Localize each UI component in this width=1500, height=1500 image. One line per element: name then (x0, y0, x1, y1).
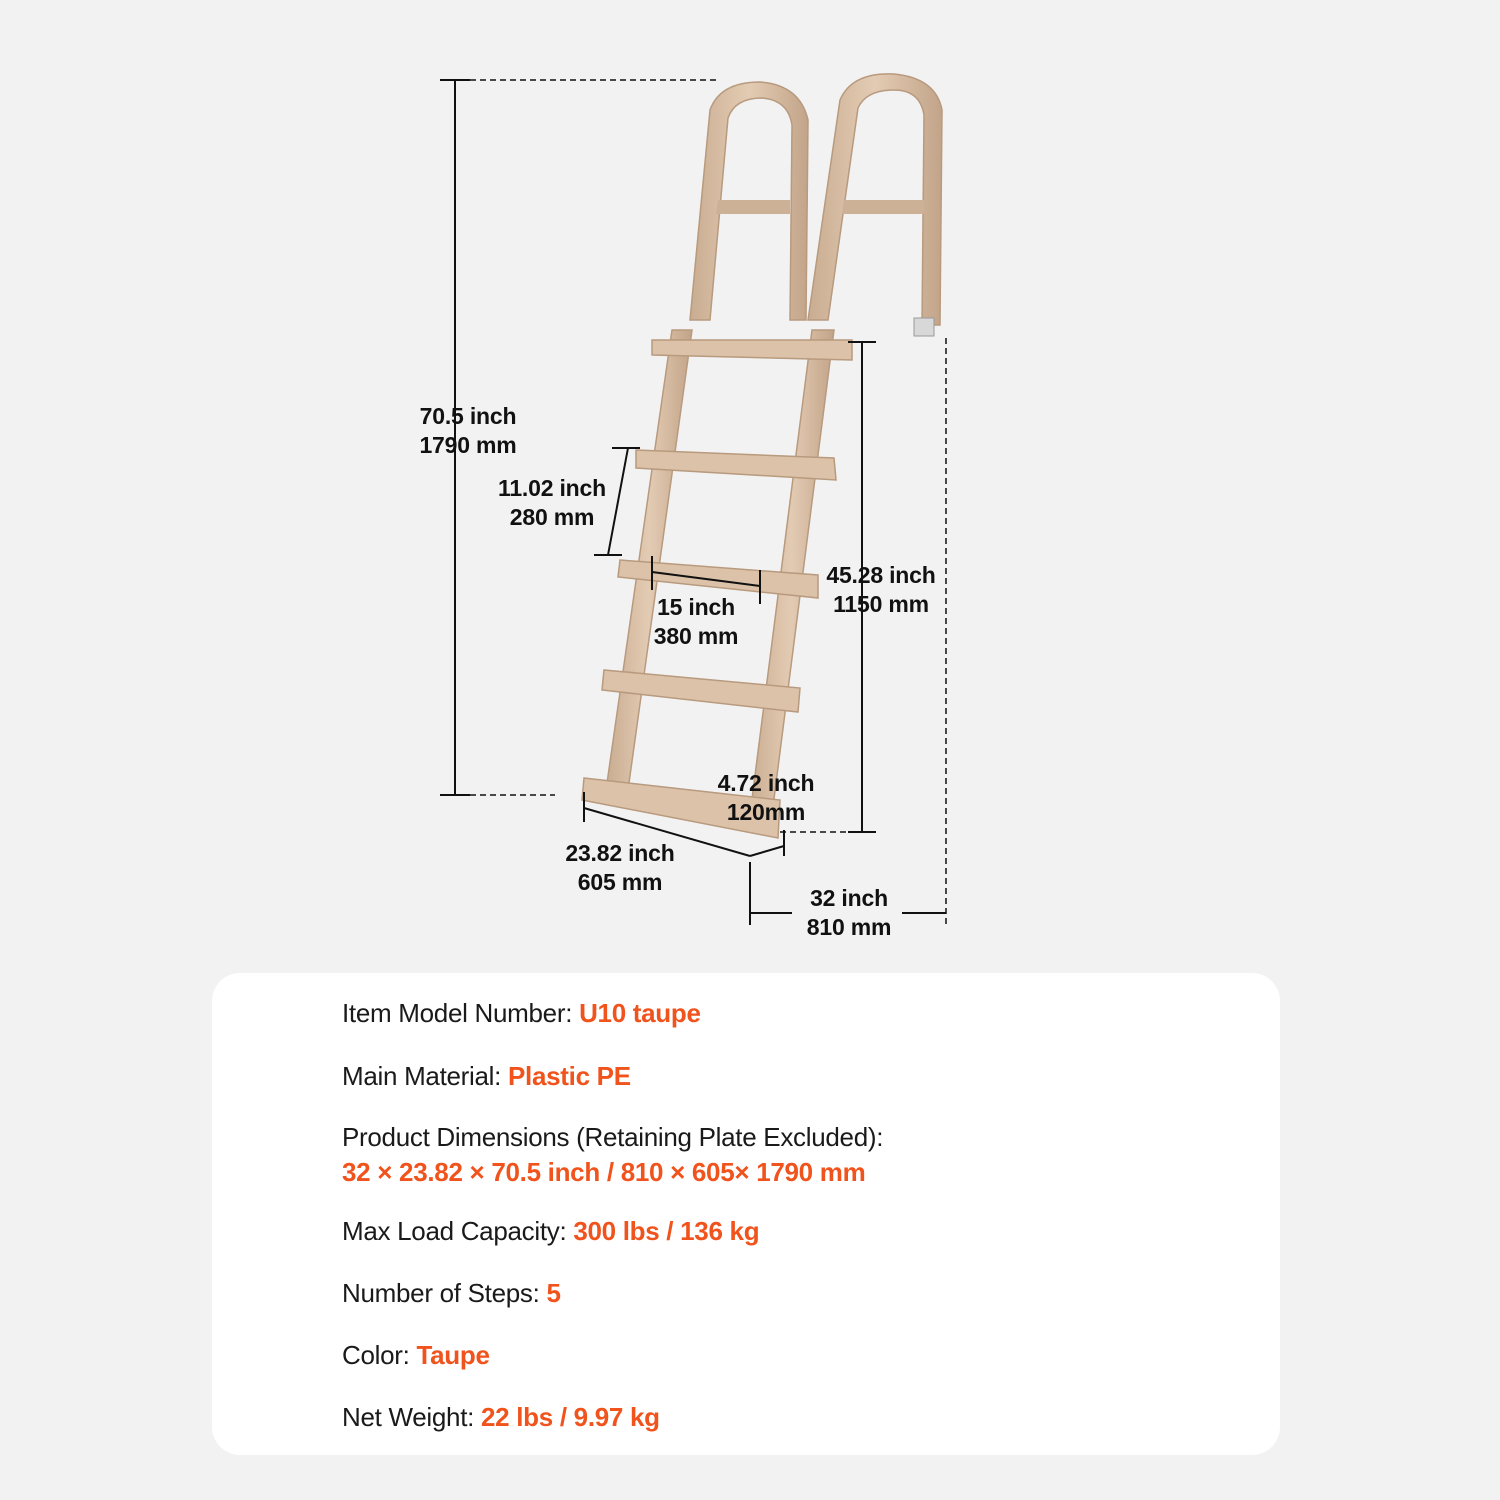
spec-model-label: Item Model Number: (342, 998, 580, 1028)
spec-color-value: Taupe (416, 1340, 490, 1370)
spec-weight (342, 1402, 660, 1433)
ladder-height-inch: 45.28 inch (826, 562, 936, 588)
spec-material (342, 1061, 631, 1092)
spec-color (342, 1340, 490, 1371)
step-depth-inch: 4.72 inch (717, 770, 815, 796)
specs-card (212, 973, 1280, 1455)
total-height-mm: 1790 mm (419, 432, 517, 458)
step-spacing-inch: 11.02 inch (498, 475, 606, 501)
spec-weight-value: 22 lbs / 9.97 kg (480, 1402, 660, 1432)
base-width-inch: 23.82 inch (565, 840, 675, 866)
step-spacing-label (488, 474, 616, 532)
step-spacing-mm: 280 mm (509, 504, 595, 530)
spec-weight-label: Net Weight: (342, 1402, 481, 1432)
total-depth-inch: 32 inch (810, 885, 888, 911)
spec-load (342, 1216, 759, 1247)
ladder-height-label (814, 561, 948, 619)
spec-steps (342, 1278, 561, 1309)
spec-model-value: U10 taupe (579, 998, 701, 1028)
spec-load-label: Max Load Capacity: (342, 1216, 574, 1246)
spec-color-label: Color: (342, 1340, 417, 1370)
total-depth-mm: 810 mm (806, 914, 892, 940)
inner-width-mm: 380 mm (653, 623, 739, 649)
ladder-height-mm: 1150 mm (833, 591, 929, 617)
spec-steps-label: Number of Steps: (342, 1278, 547, 1308)
spec-material-label: Main Material: (342, 1061, 508, 1091)
right-handrail (808, 74, 942, 336)
spec-material-value: Plastic PE (508, 1061, 631, 1091)
spec-dimensions (342, 1122, 883, 1188)
inner-width-label (640, 593, 752, 651)
spec-steps-value: 5 (546, 1278, 561, 1308)
base-width-mm: 605 mm (577, 869, 663, 895)
base-width-label (555, 839, 685, 897)
left-handrail (690, 82, 808, 320)
left-side-rail (606, 330, 692, 790)
total-height-inch: 70.5 inch (419, 403, 517, 429)
total-height-label (408, 402, 528, 460)
step-depth-label (708, 769, 824, 827)
spec-dimensions-label: Product Dimensions (Retaining Plate Excluded): (342, 1122, 884, 1152)
total-depth-label (790, 884, 908, 942)
step-depth-mm: 120mm (726, 799, 806, 825)
spec-model (342, 998, 701, 1029)
spec-load-value: 300 lbs / 136 kg (573, 1216, 760, 1246)
spec-dimensions-value: 32 × 23.82 × 70.5 inch / 810 × 605× 1790 mm (342, 1157, 866, 1187)
inner-width-inch: 15 inch (657, 594, 735, 620)
